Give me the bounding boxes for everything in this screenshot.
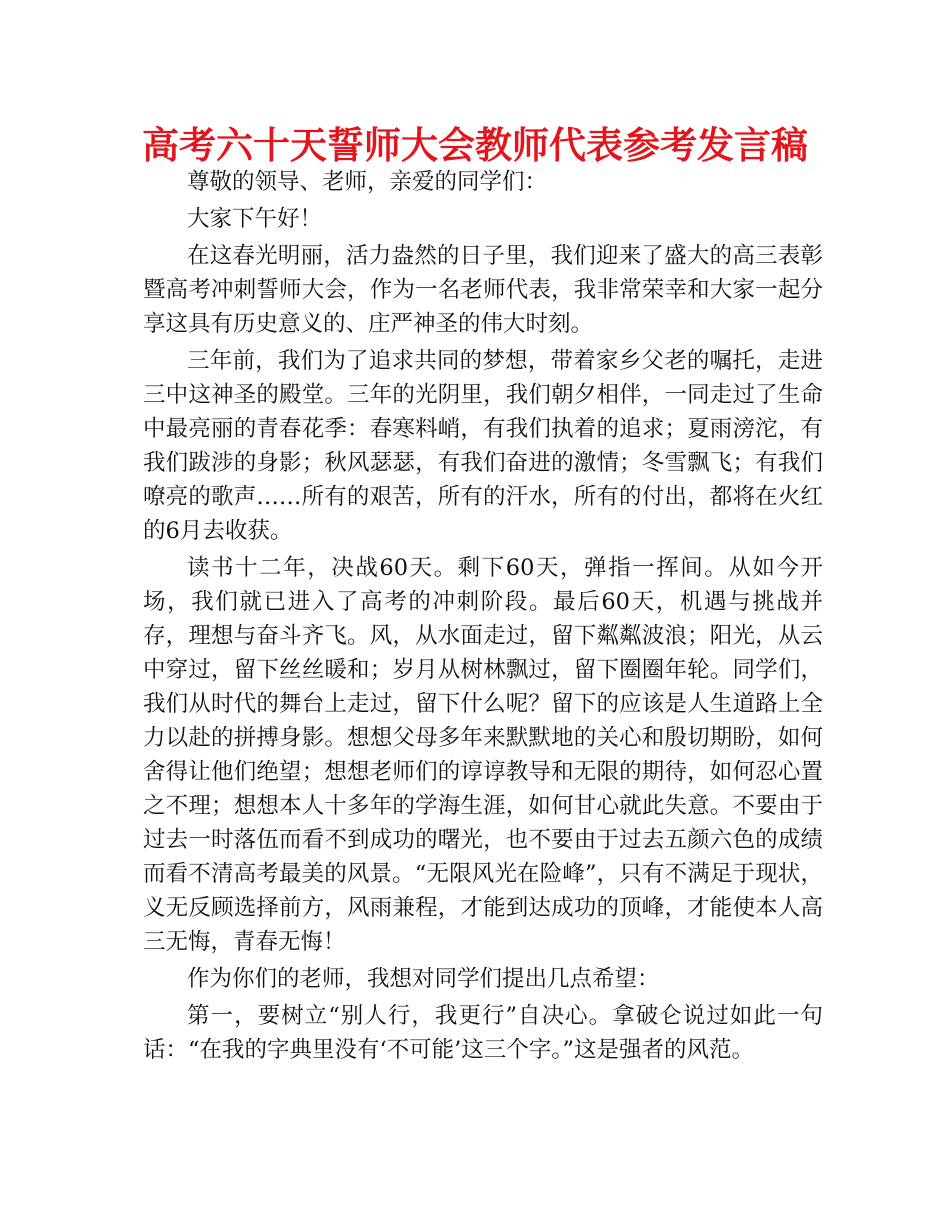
paragraph-salutation: 尊敬的领导、老师，亲爱的同学们： <box>187 169 548 195</box>
document-title: 高考六十天誓师大会教师代表参考发言稿 <box>142 124 808 167</box>
paragraph: 作为你们的老师，我想对同学们提出几点希望： <box>187 966 660 992</box>
paragraph: 读书十二年，决战60天。剩下60天，弹指一挥间。从如今开场，我们就已进入了高考的冲刺阶段。最后60天，机遇与挑战并存，理想与奋斗齐飞。风，从水面走过，留下粼粼波浪；阳光，从云中穿过，留下丝丝暖和；岁月从树林飘过，留下圈圈年轮。同学们，我们从时代的舞台上走过，留下什么呢？留下的应该是人生道路上全力以赴的拼搏身影。想想父母多年来默默地的关心和殷切期盼，如何舍得让他们绝望；想想老师们的谆谆教导和无限的期待，如何忍心置之不理；想想本人十多年的学海生涯，如何甘心就此失意。不要由于过去一时落伍而看不到成功的曙光，也不要由于过去五颜六色的成绩而看不清高考最美的风景。“无限风光在险峰”，只有不满足于现状，义无反顾选择前方，风雨兼程，才能到达成功的顶峰，才能使本人高三无悔，青春无悔！ <box>143 555 823 955</box>
paragraph: 三年前，我们为了追求共同的梦想，带着家乡父老的嘱托，走进三中这神圣的殿堂。三年的光阴里，我们朝夕相伴，一同走过了生命中最亮丽的青春花季：春寒料峭，有我们执着的追求；夏雨滂沱，有我们跋涉的身影；秋风瑟瑟，有我们奋进的激情；冬雪飘飞；有我们嘹亮的歌声……所有的艰苦，所有的汗水，所有的付出，都将在火红的6月去收获。 <box>143 348 823 544</box>
paragraph: 在这春光明丽，活力盎然的日子里，我们迎来了盛大的高三表彰暨高考冲刺誓师大会，作为一名老师代表，我非常荣幸和大家一起分享这具有历史意义的、庄严神圣的伟大时刻。 <box>143 243 823 337</box>
paragraph: 第一，要树立“别人行，我更行”自决心。拿破仑说过如此一句话：“在我的字典里没有‘不可能’这三个字。”这是强者的风范。 <box>143 1003 823 1063</box>
document-body <box>143 165 823 1070</box>
paragraph-greeting: 大家下午好！ <box>187 206 323 232</box>
